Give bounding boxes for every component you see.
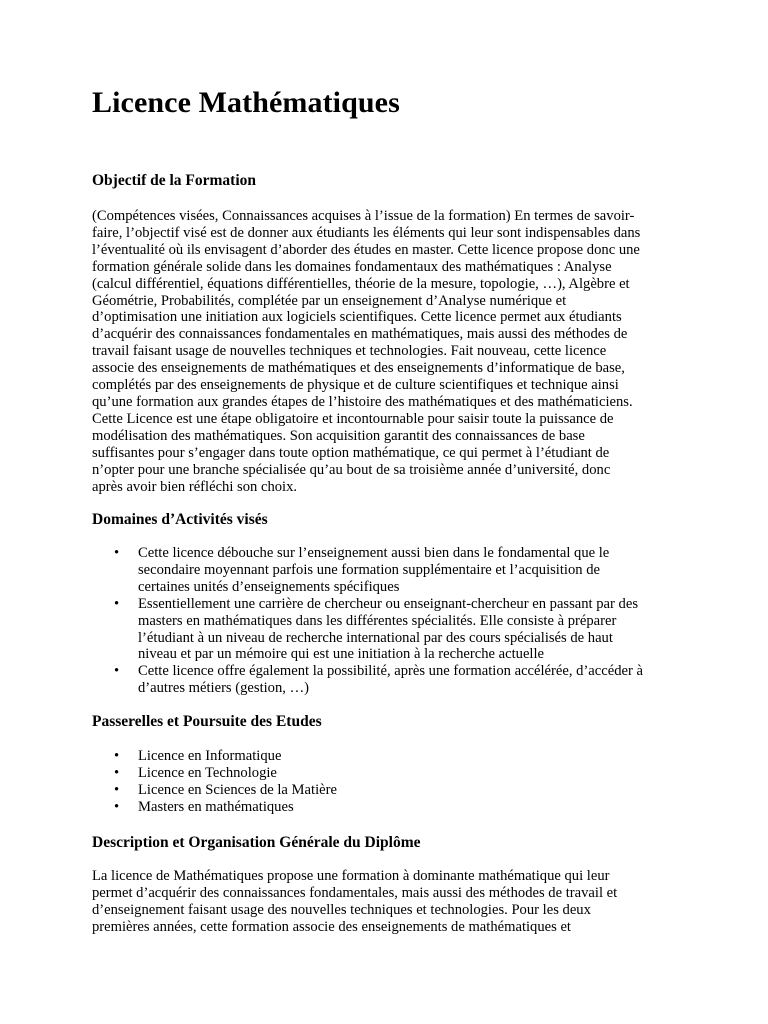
text-line: Cette licence offre également la possibilité, après une formation accélérée, d’accéder à (138, 663, 643, 680)
bullet-icon: • (114, 781, 120, 798)
bullet-icon: • (114, 663, 120, 680)
description-paragraph (92, 868, 678, 936)
text-line: d’optimisation une initiation aux logiciels scientifiques. Cette licence permet aux étudiants (92, 309, 622, 326)
text-line: l’étudiant à un niveau de recherche international par des cours spécialisés de haut (138, 629, 613, 646)
text-line: Essentiellement une carrière de chercheur ou enseignant-chercheur en passant par des (138, 595, 638, 612)
list-item (114, 595, 678, 664)
text-line: d’autres métiers (gestion, …) (138, 680, 310, 697)
bullet-icon: • (114, 798, 120, 815)
section-domaines (92, 510, 678, 530)
list-item (114, 663, 678, 697)
text-line: n’opter pour une branche spécialisée qu’au bout de sa troisième année d’université, donc (92, 461, 611, 478)
text-line: secondaire moyennant parfois une formation supplémentaire et l’acquisition de (138, 561, 600, 578)
text-line: La licence de Mathématiques propose une formation à dominante mathématique qui leur (92, 868, 610, 884)
list-item-label: Licence en Technologie (138, 764, 277, 781)
text-line: travail faisant usage de nouvelles techniques et technologies. Fait nouveau, cette licence (92, 343, 607, 360)
text-line: certaines unités d’enseignements spécifiques (138, 578, 400, 595)
list-item (114, 798, 678, 816)
text-line: d’acquérir des connaissances fondamentales en mathématiques, mais aussi des méthodes de (92, 326, 628, 343)
section-passerelles (92, 712, 678, 732)
page-title: Licence Mathématiques (92, 86, 400, 119)
text-line: niveau et par un mémoire qui est une initiation à la recherche actuelle (138, 646, 545, 663)
section-heading: Passerelles et Poursuite des Etudes (92, 713, 322, 730)
bullet-icon: • (114, 545, 120, 561)
section-objectif (92, 171, 678, 191)
bullet-icon: • (114, 764, 120, 781)
domaines-list (92, 545, 678, 697)
text-line: masters en mathématiques dans les différentes spécialités. Elle consiste à préparer (138, 612, 617, 629)
text-line: après avoir bien réfléchi son choix. (92, 478, 298, 495)
section-description (92, 833, 678, 853)
text-line: suffisantes pour s’engager dans toute option mathématique, ce qui permet à l’étudiant de (92, 444, 610, 461)
text-line: formation générale solide dans les domaines fondamentaux des mathématiques : Analyse (92, 258, 612, 275)
section-heading: Domaines d’Activités visés (92, 511, 268, 528)
list-item (114, 748, 678, 765)
text-line: complétés par des enseignements de physique et de culture scientifiques et technique ainsi (92, 377, 619, 394)
text-line: l’éventualité où ils envisagent d’aborder des études en master. Cette licence propose donc une (92, 241, 640, 258)
section-heading: Objectif de la Formation (92, 172, 257, 189)
list-item (114, 781, 678, 799)
text-line: associe des enseignements de mathématiques et des enseignements d’informatique de base, (92, 360, 625, 377)
text-line: modélisation des mathématiques. Son acquisition garantit des connaissances de base (92, 427, 585, 444)
passerelles-list (92, 748, 678, 816)
text-line: Cette Licence est une étape obligatoire et incontournable pour saisir toute la puissance de (92, 410, 614, 427)
text-line: permet d’acquérir des connaissances fondamentales, mais aussi des méthodes de travail et (92, 884, 618, 901)
list-item (114, 764, 678, 782)
text-line: Géométrie, Probabilités, complétée par un enseignement d’Analyse numérique et (92, 292, 567, 309)
list-item (114, 545, 678, 596)
list-item-label: Licence en Informatique (138, 748, 282, 764)
objectif-paragraph (92, 208, 678, 495)
section-heading: Description et Organisation Générale du Diplôme (92, 834, 421, 851)
list-item-label: Masters en mathématiques (138, 798, 294, 815)
text-line: (Compétences visées, Connaissances acquises à l’issue de la formation) En termes de savoir- (92, 208, 635, 224)
text-line: (calcul différentiel, équations différentielles, théorie de la mesure, topologie, …), Algèbre et (92, 275, 630, 292)
list-item-label: Licence en Sciences de la Matière (138, 781, 337, 798)
text-line: qu’une formation aux grandes étapes de l’histoire des mathématiques et des mathématiciens. (92, 393, 633, 410)
bullet-icon: • (114, 748, 120, 764)
text-line: Cette licence débouche sur l’enseignement aussi bien dans le fondamental que le (138, 545, 610, 561)
bullet-icon: • (114, 595, 120, 612)
text-line: premières années, cette formation associe des enseignements de mathématiques et (92, 918, 571, 935)
text-line: faire, l’objectif visé est de donner aux étudiants les éléments qui leur sont indispensables dans (92, 224, 641, 241)
text-line: d’enseignement faisant usage des nouvelles techniques et technologies. Pour les deux (92, 901, 591, 918)
